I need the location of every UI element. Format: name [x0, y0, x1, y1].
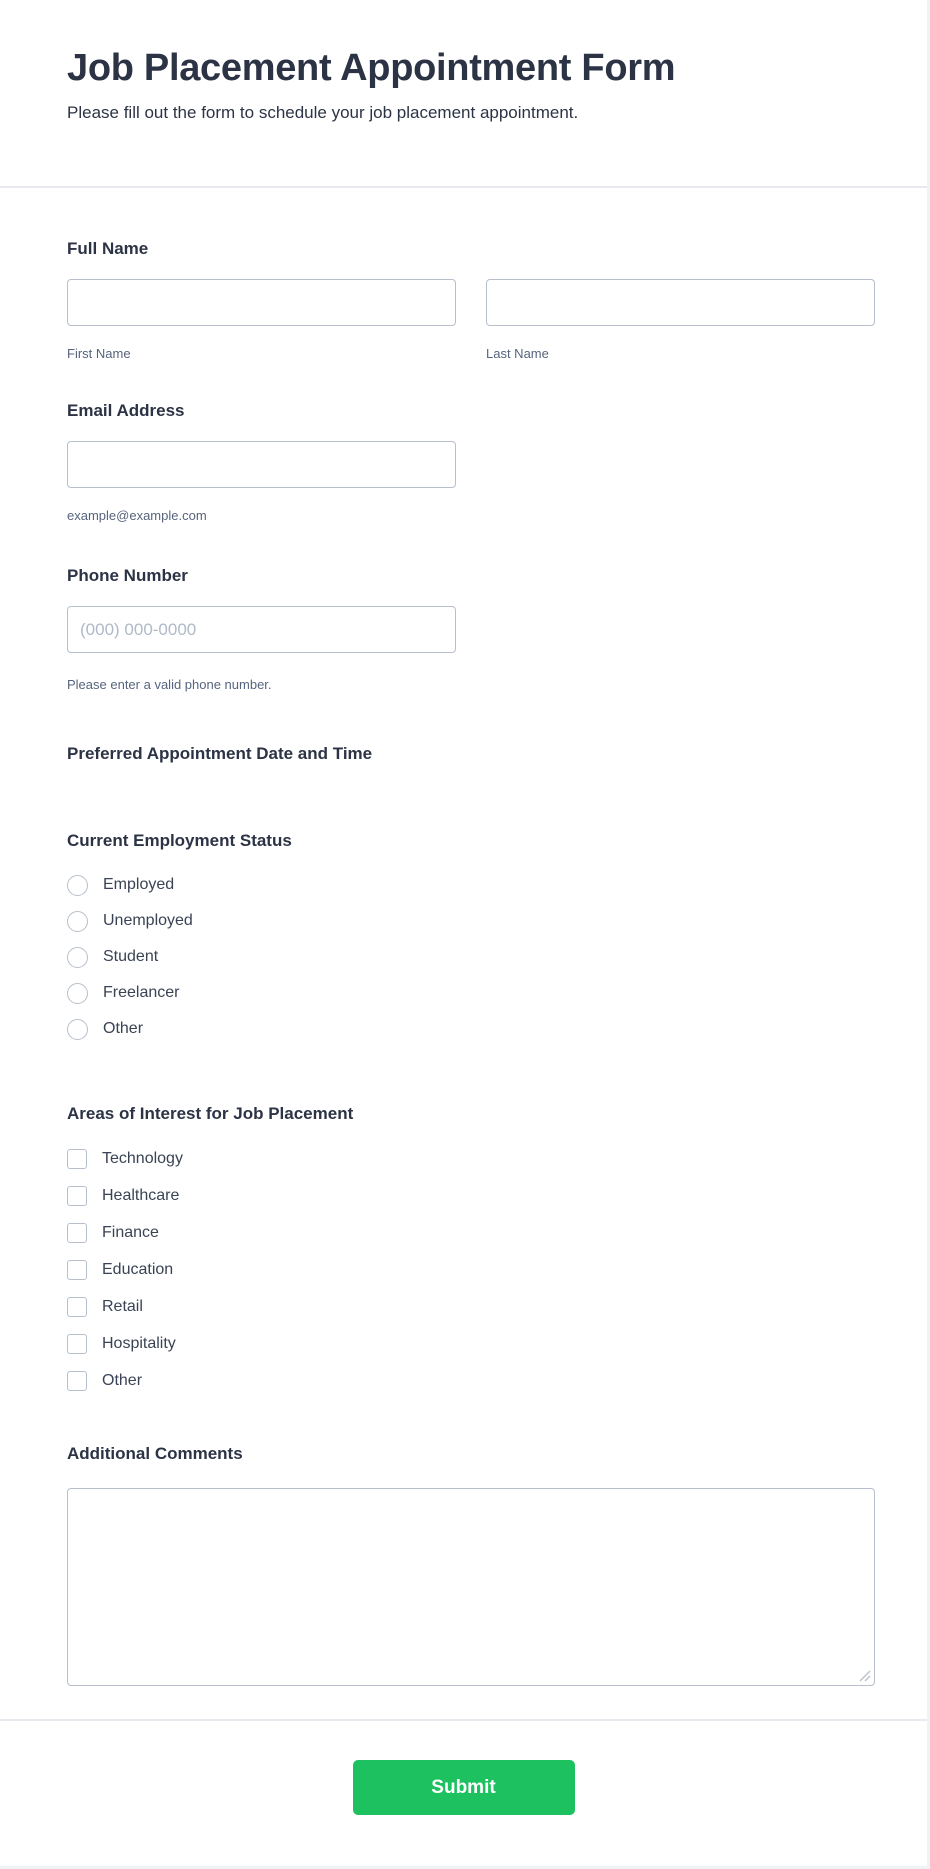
checkbox-option-label: Healthcare: [102, 1186, 180, 1204]
employment-radio-option[interactable]: [67, 1011, 875, 1047]
first-name-sublabel: First Name: [67, 346, 131, 362]
first-name-col: [67, 279, 456, 363]
employment-radio-option[interactable]: [67, 867, 875, 903]
section-appointment: [67, 743, 875, 764]
checkbox-option-label: Other: [102, 1371, 143, 1389]
radio-option-label: Other: [103, 1020, 144, 1038]
radio-button-icon[interactable]: [67, 1019, 88, 1040]
header-divider: [0, 186, 927, 188]
comments-label: Additional Comments: [67, 1444, 243, 1463]
comments-textarea[interactable]: [67, 1488, 875, 1686]
checkbox-icon[interactable]: [67, 1186, 87, 1206]
interest-checkbox-option[interactable]: [67, 1214, 875, 1251]
phone-label: Phone Number: [67, 566, 188, 585]
interest-checkbox-option[interactable]: [67, 1251, 875, 1288]
radio-button-icon[interactable]: [67, 911, 88, 932]
last-name-sublabel: Last Name: [486, 346, 549, 362]
checkbox-icon[interactable]: [67, 1371, 87, 1391]
submit-button[interactable]: Submit: [353, 1760, 575, 1815]
interest-options: [67, 1140, 875, 1399]
radio-option-label: Employed: [103, 876, 175, 894]
radio-option-label: Student: [103, 948, 159, 966]
checkbox-option-label: Retail: [102, 1297, 143, 1315]
section-comments: [67, 1443, 875, 1686]
interest-checkbox-option[interactable]: [67, 1177, 875, 1214]
employment-radio-option[interactable]: [67, 903, 875, 939]
first-name-input[interactable]: [67, 279, 456, 326]
email-input[interactable]: [67, 441, 456, 488]
employment-label: Current Employment Status: [67, 831, 292, 850]
comments-textarea-wrap: [67, 1488, 875, 1686]
email-label: Email Address: [67, 401, 185, 420]
section-full-name: [67, 238, 875, 363]
section-employment: [67, 830, 875, 1047]
checkbox-option-label: Hospitality: [102, 1334, 176, 1352]
employment-options: [67, 867, 875, 1047]
phone-input[interactable]: [67, 606, 456, 653]
section-phone: [67, 565, 875, 694]
checkbox-icon[interactable]: [67, 1260, 87, 1280]
phone-sublabel: Please enter a valid phone number.: [67, 677, 272, 693]
radio-button-icon[interactable]: [67, 947, 88, 968]
checkbox-option-label: Technology: [102, 1149, 183, 1167]
full-name-label: Full Name: [67, 239, 149, 258]
footer-divider: [0, 1719, 927, 1721]
employment-radio-option[interactable]: [67, 975, 875, 1011]
last-name-input[interactable]: [486, 279, 875, 326]
interest-checkbox-option[interactable]: [67, 1325, 875, 1362]
checkbox-icon[interactable]: [67, 1223, 87, 1243]
interest-checkbox-option[interactable]: [67, 1288, 875, 1325]
interest-checkbox-option[interactable]: [67, 1362, 875, 1399]
radio-button-icon[interactable]: [67, 983, 88, 1004]
section-interests: [67, 1103, 875, 1399]
last-name-col: [486, 279, 875, 363]
interests-label: Areas of Interest for Job Placement: [67, 1104, 354, 1123]
appointment-label: Preferred Appointment Date and Time: [67, 744, 373, 763]
radio-option-label: Unemployed: [103, 912, 193, 930]
page-title: Job Placement Appointment Form: [67, 47, 676, 89]
name-grid: [67, 279, 875, 363]
form-header: [67, 46, 875, 124]
checkbox-option-label: Finance: [102, 1223, 159, 1241]
radio-option-label: Freelancer: [103, 984, 180, 1002]
checkbox-option-label: Education: [102, 1260, 174, 1278]
section-email: [67, 400, 875, 525]
email-sublabel: example@example.com: [67, 508, 207, 524]
page-subtitle: Please fill out the form to schedule your job placement appointment.: [67, 102, 579, 122]
radio-button-icon[interactable]: [67, 875, 88, 896]
checkbox-icon[interactable]: [67, 1334, 87, 1354]
interest-checkbox-option[interactable]: [67, 1140, 875, 1177]
checkbox-icon[interactable]: [67, 1149, 87, 1169]
checkbox-icon[interactable]: [67, 1297, 87, 1317]
employment-radio-option[interactable]: [67, 939, 875, 975]
